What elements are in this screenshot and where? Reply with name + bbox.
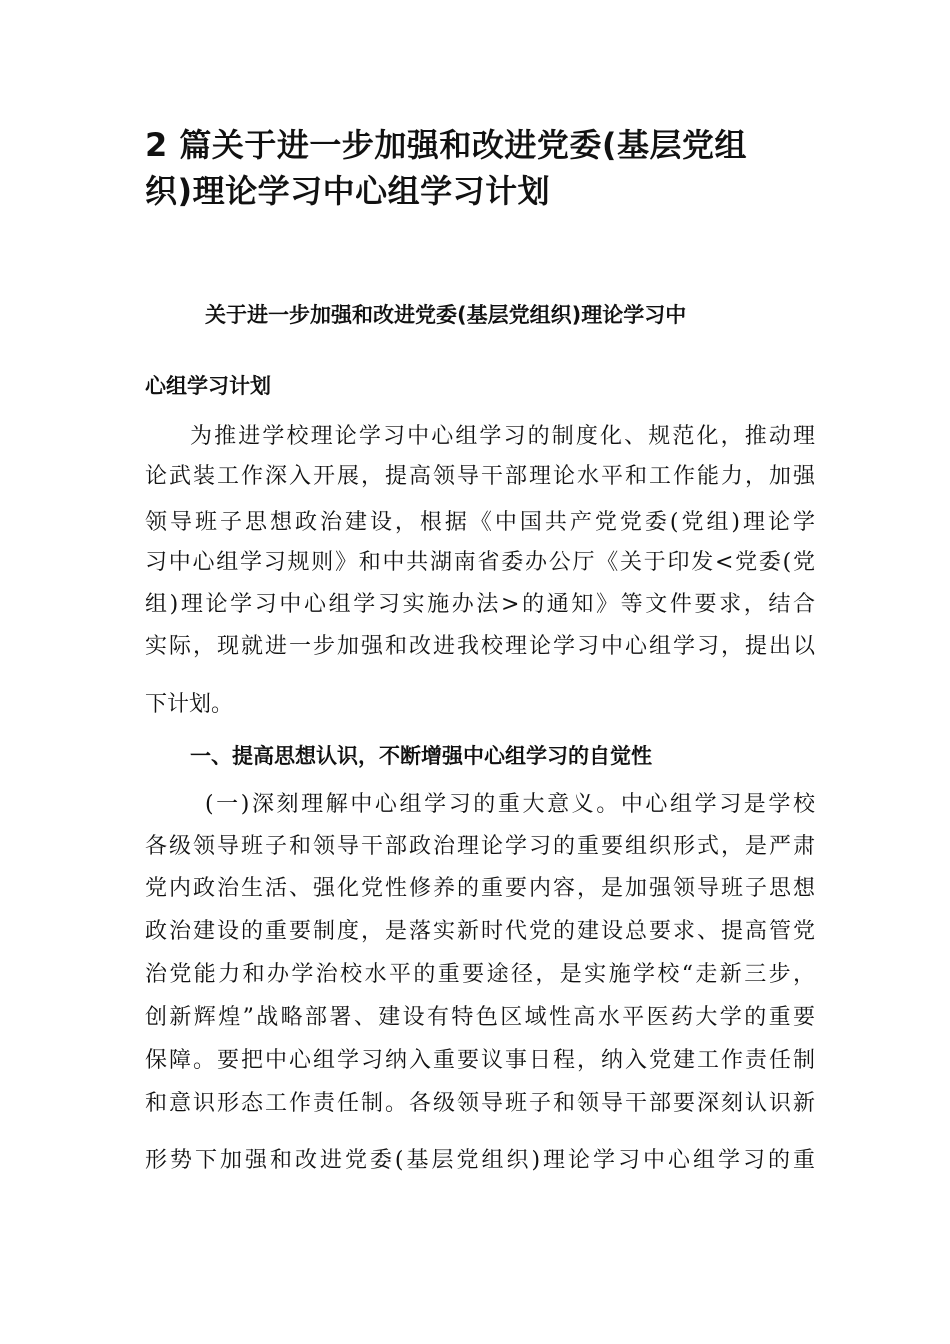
- paragraph-line: 和意识形态工作责任制。各级领导班子和领导干部要深刻认识新: [145, 1091, 815, 1116]
- paragraph-line: 政治建设的重要制度，是落实新时代党的建设总要求、提高管党: [145, 919, 815, 944]
- paragraph-line: 创新辉煌”战略部署、建设有特色区域性高水平医药大学的重要: [145, 1005, 815, 1030]
- paragraph-line: 习中心组学习规则》和中共湖南省委办公厅《关于印发<党委(党: [145, 550, 815, 575]
- paragraph-line: 党内政治生活、强化党性修养的重要内容，是加强领导班子思想: [145, 876, 815, 901]
- paragraph-line: (一)深刻理解中心组学习的重大意义。中心组学习是学校: [205, 792, 815, 817]
- paragraph-line: 各级领导班子和领导干部政治理论学习的重要组织形式，是严肃: [145, 834, 815, 859]
- paragraph-line: 实际，现就进一步加强和改进我校理论学习中心组学习，提出以: [145, 634, 815, 659]
- subtitle-line: 心组学习计划: [145, 374, 271, 398]
- paragraph-line: 为推进学校理论学习中心组学习的制度化、规范化，推动理: [190, 424, 815, 449]
- paragraph-line: 治党能力和办学治校水平的重要途径，是实施学校“走新三步，: [145, 962, 815, 987]
- title-line: 织)理论学习中心组学习计划: [145, 172, 551, 210]
- paragraph-line: 组)理论学习中心组学习实施办法>的通知》等文件要求，结合: [145, 592, 815, 617]
- title-line: 2 篇关于进一步加强和改进党委(基层党组: [145, 126, 748, 164]
- paragraph-line: 保障。要把中心组学习纳入重要议事日程，纳入党建工作责任制: [145, 1048, 815, 1073]
- document-title: [145, 122, 815, 214]
- subtitle-line: 关于进一步加强和改进党委(基层党组织)理论学习中: [205, 303, 687, 327]
- paragraph-line: 下计划。: [145, 692, 234, 717]
- section-heading: 一、提高思想认识，不断增强中心组学习的自觉性: [190, 744, 652, 768]
- paragraph-line: 论武装工作深入开展，提高领导干部理论水平和工作能力，加强: [145, 464, 815, 489]
- paragraph-line: 领导班子思想政治建设，根据《中国共产党党委(党组)理论学: [145, 510, 815, 535]
- paragraph-line: 形势下加强和改进党委(基层党组织)理论学习中心组学习的重: [145, 1148, 815, 1173]
